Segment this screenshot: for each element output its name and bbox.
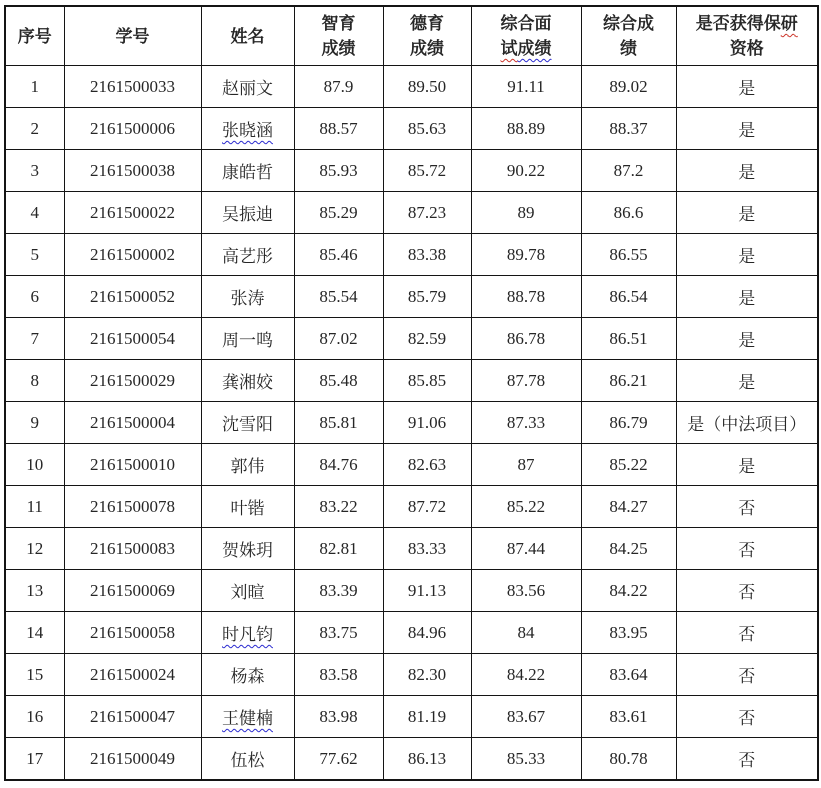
header-text: 智育 — [321, 14, 356, 33]
cell-index: 11 — [5, 486, 64, 528]
student-name-proofing-mark: 王健楠 — [222, 709, 273, 728]
header-line — [677, 11, 818, 36]
cell-student-id: 2161500033 — [64, 66, 201, 108]
cell-interview-score: 87.33 — [471, 402, 581, 444]
cell-student-id: 2161500038 — [64, 150, 201, 192]
cell-intellectual-score: 88.57 — [294, 108, 383, 150]
cell-student-id: 2161500069 — [64, 570, 201, 612]
cell-comprehensive-score: 83.61 — [581, 696, 676, 738]
cell-moral-score: 81.19 — [383, 696, 471, 738]
cell-comprehensive-score: 85.22 — [581, 444, 676, 486]
cell-intellectual-score: 82.81 — [294, 528, 383, 570]
cell-index: 9 — [5, 402, 64, 444]
cell-name: 吴振迪 — [201, 192, 294, 234]
cell-index: 3 — [5, 150, 64, 192]
column-header-index — [5, 6, 64, 66]
cell-intellectual-score: 83.58 — [294, 654, 383, 696]
cell-interview-score: 86.78 — [471, 318, 581, 360]
cell-student-id: 2161500078 — [64, 486, 201, 528]
cell-name: 康皓哲 — [201, 150, 294, 192]
column-header-eligibility — [676, 6, 818, 66]
cell-intellectual-score: 85.46 — [294, 234, 383, 276]
header-text-proofing-mark: 研 — [780, 14, 798, 33]
cell-comprehensive-score: 87.2 — [581, 150, 676, 192]
column-header-interview-score — [471, 6, 581, 66]
table-row — [5, 276, 818, 318]
cell-comprehensive-score: 88.37 — [581, 108, 676, 150]
cell-student-id: 2161500010 — [64, 444, 201, 486]
cell-name: 杨森 — [201, 654, 294, 696]
cell-student-id: 2161500029 — [64, 360, 201, 402]
cell-interview-score: 87 — [471, 444, 581, 486]
cell-name: 高艺彤 — [201, 234, 294, 276]
header-line — [202, 24, 294, 49]
cell-moral-score: 87.23 — [383, 192, 471, 234]
cell-intellectual-score: 83.22 — [294, 486, 383, 528]
cell-intellectual-score: 83.75 — [294, 612, 383, 654]
cell-index: 4 — [5, 192, 64, 234]
table-row — [5, 696, 818, 738]
cell-interview-score: 85.33 — [471, 738, 581, 781]
cell-moral-score: 91.06 — [383, 402, 471, 444]
cell-student-id: 2161500002 — [64, 234, 201, 276]
cell-index: 5 — [5, 234, 64, 276]
cell-interview-score: 89 — [471, 192, 581, 234]
cell-comprehensive-score: 80.78 — [581, 738, 676, 781]
header-text: 资格 — [729, 39, 764, 58]
cell-eligibility: 是 — [676, 192, 818, 234]
cell-interview-score: 83.67 — [471, 696, 581, 738]
cell-name: 贺姝玥 — [201, 528, 294, 570]
cell-interview-score: 89.78 — [471, 234, 581, 276]
header-text: 综合面 — [500, 14, 552, 33]
cell-student-id: 2161500052 — [64, 276, 201, 318]
cell-moral-score: 83.38 — [383, 234, 471, 276]
cell-intellectual-score: 85.29 — [294, 192, 383, 234]
cell-comprehensive-score: 84.25 — [581, 528, 676, 570]
cell-moral-score: 83.33 — [383, 528, 471, 570]
cell-eligibility: 是 — [676, 108, 818, 150]
header-text: 绩 — [620, 39, 637, 58]
cell-moral-score: 86.13 — [383, 738, 471, 781]
cell-name: 叶锴 — [201, 486, 294, 528]
cell-student-id: 2161500058 — [64, 612, 201, 654]
column-header-student-id — [64, 6, 201, 66]
cell-comprehensive-score: 86.79 — [581, 402, 676, 444]
table-body — [5, 66, 818, 781]
table-row — [5, 150, 818, 192]
cell-comprehensive-score: 86.6 — [581, 192, 676, 234]
header-line — [384, 11, 471, 36]
header-text: 成绩 — [410, 39, 444, 58]
header-text: 序号 — [17, 26, 52, 46]
cell-intellectual-score: 83.98 — [294, 696, 383, 738]
table-row — [5, 318, 818, 360]
header-line — [582, 36, 676, 61]
cell-name: 张涛 — [201, 276, 294, 318]
cell-eligibility: 是 — [676, 444, 818, 486]
cell-index: 2 — [5, 108, 64, 150]
cell-moral-score: 82.30 — [383, 654, 471, 696]
column-header-name — [201, 6, 294, 66]
cell-index: 13 — [5, 570, 64, 612]
cell-intellectual-score: 77.62 — [294, 738, 383, 781]
student-name-proofing-mark: 时凡钧 — [222, 625, 273, 644]
header-line — [295, 11, 383, 36]
cell-comprehensive-score: 83.64 — [581, 654, 676, 696]
cell-intellectual-score: 84.76 — [294, 444, 383, 486]
cell-eligibility: 是 — [676, 150, 818, 192]
header-line — [472, 11, 581, 36]
table-row — [5, 444, 818, 486]
cell-student-id: 2161500047 — [64, 696, 201, 738]
cell-comprehensive-score: 84.22 — [581, 570, 676, 612]
cell-index: 15 — [5, 654, 64, 696]
table-row — [5, 738, 818, 781]
cell-index: 10 — [5, 444, 64, 486]
column-header-moral-score — [383, 6, 471, 66]
cell-index: 12 — [5, 528, 64, 570]
cell-eligibility: 是 — [676, 318, 818, 360]
cell-interview-score: 88.78 — [471, 276, 581, 318]
cell-moral-score: 91.13 — [383, 570, 471, 612]
cell-name: 沈雪阳 — [201, 402, 294, 444]
cell-student-id: 2161500054 — [64, 318, 201, 360]
cell-interview-score: 87.78 — [471, 360, 581, 402]
cell-moral-score: 84.96 — [383, 612, 471, 654]
table-row — [5, 570, 818, 612]
header-text-proofing-mark: 成绩 — [517, 39, 552, 58]
cell-intellectual-score: 87.9 — [294, 66, 383, 108]
cell-interview-score: 87.44 — [471, 528, 581, 570]
cell-moral-score: 89.50 — [383, 66, 471, 108]
table-row — [5, 402, 818, 444]
cell-eligibility: 是 — [676, 276, 818, 318]
cell-index: 8 — [5, 360, 64, 402]
cell-interview-score: 85.22 — [471, 486, 581, 528]
header-text: 成绩 — [321, 39, 356, 58]
table-header-row — [5, 6, 818, 66]
cell-name — [201, 696, 294, 738]
cell-moral-score: 87.72 — [383, 486, 471, 528]
cell-student-id: 2161500006 — [64, 108, 201, 150]
cell-index: 1 — [5, 66, 64, 108]
cell-name — [201, 108, 294, 150]
cell-interview-score: 90.22 — [471, 150, 581, 192]
cell-eligibility: 否 — [676, 612, 818, 654]
table-row — [5, 66, 818, 108]
cell-intellectual-score: 83.39 — [294, 570, 383, 612]
cell-eligibility: 是 — [676, 66, 818, 108]
cell-comprehensive-score: 89.02 — [581, 66, 676, 108]
cell-moral-score: 82.59 — [383, 318, 471, 360]
cell-eligibility: 否 — [676, 570, 818, 612]
header-line — [472, 36, 581, 61]
header-line — [6, 24, 64, 49]
table-header — [5, 6, 818, 66]
cell-interview-score: 84.22 — [471, 654, 581, 696]
cell-student-id: 2161500022 — [64, 192, 201, 234]
results-table — [4, 5, 819, 781]
header-line — [582, 11, 676, 36]
cell-moral-score: 82.63 — [383, 444, 471, 486]
cell-index: 16 — [5, 696, 64, 738]
cell-moral-score: 85.85 — [383, 360, 471, 402]
table-row — [5, 234, 818, 276]
table-row — [5, 192, 818, 234]
header-text: 学号 — [115, 26, 150, 46]
cell-index: 14 — [5, 612, 64, 654]
student-name-proofing-mark: 张晓涵 — [222, 121, 273, 140]
cell-comprehensive-score: 83.95 — [581, 612, 676, 654]
cell-index: 6 — [5, 276, 64, 318]
table-row — [5, 486, 818, 528]
cell-moral-score: 85.63 — [383, 108, 471, 150]
cell-name — [201, 612, 294, 654]
cell-interview-score: 91.11 — [471, 66, 581, 108]
table-row — [5, 108, 818, 150]
cell-intellectual-score: 85.54 — [294, 276, 383, 318]
table-row — [5, 360, 818, 402]
cell-eligibility: 是 — [676, 360, 818, 402]
cell-comprehensive-score: 86.55 — [581, 234, 676, 276]
header-line — [677, 36, 818, 61]
header-text-proofing-mark: 试 — [500, 39, 518, 58]
cell-name: 伍松 — [201, 738, 294, 781]
header-text: 综合成 — [603, 14, 654, 33]
cell-eligibility: 是（中法项目） — [676, 402, 818, 444]
cell-eligibility: 否 — [676, 654, 818, 696]
header-text: 德育 — [410, 14, 444, 33]
cell-name: 郭伟 — [201, 444, 294, 486]
cell-comprehensive-score: 84.27 — [581, 486, 676, 528]
cell-student-id: 2161500004 — [64, 402, 201, 444]
cell-name: 周一鸣 — [201, 318, 294, 360]
column-header-intellectual-score — [294, 6, 383, 66]
cell-student-id: 2161500083 — [64, 528, 201, 570]
cell-student-id: 2161500049 — [64, 738, 201, 781]
cell-index: 7 — [5, 318, 64, 360]
header-text: 是否获得保 — [695, 14, 781, 33]
table-row — [5, 528, 818, 570]
cell-moral-score: 85.72 — [383, 150, 471, 192]
cell-comprehensive-score: 86.21 — [581, 360, 676, 402]
cell-intellectual-score: 87.02 — [294, 318, 383, 360]
cell-intellectual-score: 85.48 — [294, 360, 383, 402]
cell-interview-score: 84 — [471, 612, 581, 654]
cell-eligibility: 否 — [676, 696, 818, 738]
cell-eligibility: 否 — [676, 528, 818, 570]
cell-interview-score: 88.89 — [471, 108, 581, 150]
cell-moral-score: 85.79 — [383, 276, 471, 318]
table-row — [5, 654, 818, 696]
cell-index: 17 — [5, 738, 64, 781]
cell-comprehensive-score: 86.54 — [581, 276, 676, 318]
cell-intellectual-score: 85.81 — [294, 402, 383, 444]
header-text: 姓名 — [230, 26, 265, 46]
column-header-comprehensive-score — [581, 6, 676, 66]
header-line — [65, 24, 201, 49]
cell-name: 刘暄 — [201, 570, 294, 612]
table-row — [5, 612, 818, 654]
cell-eligibility: 是 — [676, 234, 818, 276]
header-line — [295, 36, 383, 61]
cell-student-id: 2161500024 — [64, 654, 201, 696]
header-line — [384, 36, 471, 61]
cell-name: 龚湘姣 — [201, 360, 294, 402]
cell-intellectual-score: 85.93 — [294, 150, 383, 192]
cell-comprehensive-score: 86.51 — [581, 318, 676, 360]
cell-eligibility: 否 — [676, 738, 818, 781]
cell-eligibility: 否 — [676, 486, 818, 528]
cell-name: 赵丽文 — [201, 66, 294, 108]
cell-interview-score: 83.56 — [471, 570, 581, 612]
